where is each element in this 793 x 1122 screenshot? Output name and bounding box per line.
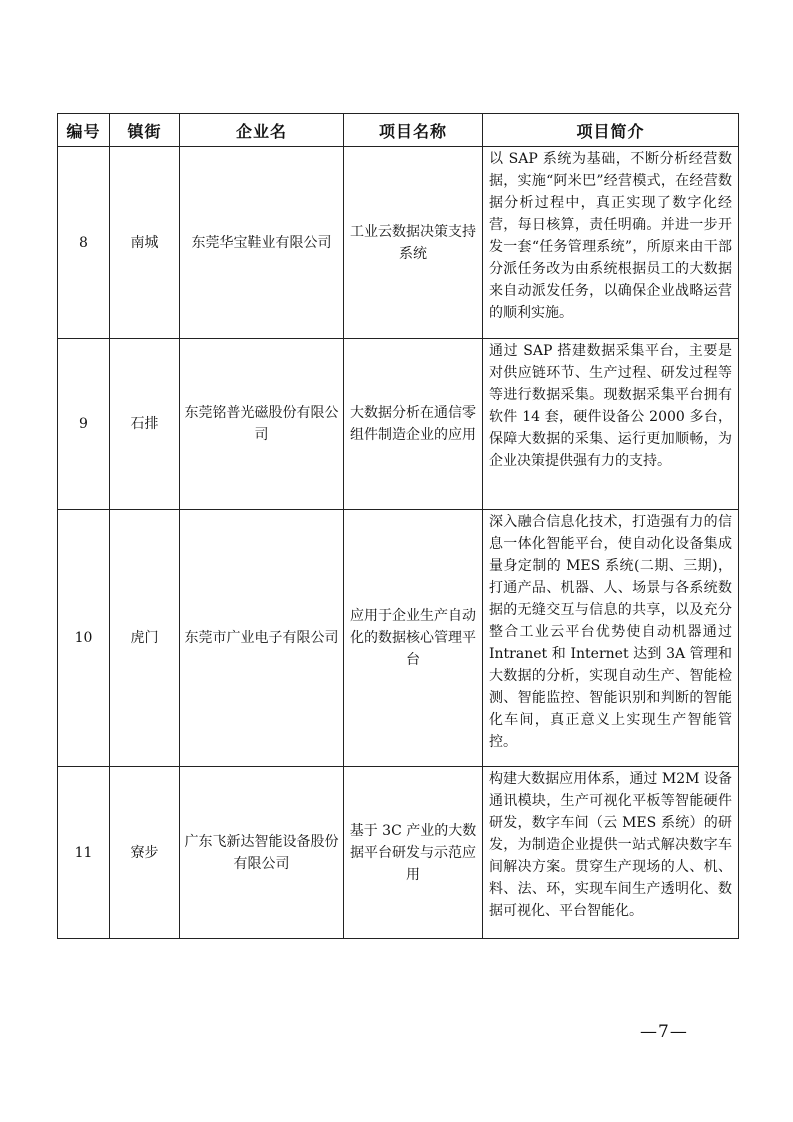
table-row <box>58 339 739 510</box>
table-row <box>58 767 739 939</box>
row-company: 广东飞新达智能设备股份有限公司 <box>180 767 344 939</box>
row-project: 应用于企业生产自动化的数据核心管理平台 <box>344 510 483 767</box>
row-project: 工业云数据决策支持系统 <box>344 147 483 339</box>
header-intro: 项目简介 <box>483 114 739 147</box>
table-row <box>58 510 739 767</box>
header-project: 项目名称 <box>344 114 483 147</box>
row-intro: 通过 SAP 搭建数据采集平台，主要是对供应链环节、生产过程、研发过程等等进行数据采集。现数据采集平台拥有软件 14 套，硬件设备公 2000 多台，保障大数据的采集、运行更加顺畅，为企业决策提供强有力的支持。 <box>483 339 739 510</box>
row-town: 寮步 <box>110 767 180 939</box>
row-company: 东莞铭普光磁股份有限公司 <box>180 339 344 510</box>
row-intro: 以 SAP 系统为基础，不断分析经营数据，实施“阿米巴”经营模式，在经营数据分析过程中，真正实现了数字化经营，每日核算，责任明确。并进一步开发一套“任务管理系统”，所原来由干部分派任务改为由系统根据员工的大数据来自动派发任务，以确保企业战略运营的顺利实施。 <box>483 147 739 339</box>
row-town: 石排 <box>110 339 180 510</box>
page-number: —7— <box>640 1022 688 1042</box>
row-town: 南城 <box>110 147 180 339</box>
row-company: 东莞市广业电子有限公司 <box>180 510 344 767</box>
header-town: 镇街 <box>110 114 180 147</box>
header-no: 编号 <box>58 114 110 147</box>
header-company: 企业名 <box>180 114 344 147</box>
row-no: 10 <box>58 510 110 767</box>
table-header-row <box>58 114 739 147</box>
row-no: 9 <box>58 339 110 510</box>
row-project: 大数据分析在通信零组件制造企业的应用 <box>344 339 483 510</box>
row-intro: 深入融合信息化技术，打造强有力的信息一体化智能平台，使自动化设备集成量身定制的 MES 系统(二期、三期)，打通产品、机器、人、场景与各系统数据的无缝交互与信息的共享，以及充分整合工业云平台优势使自动机器通过 Intranet 和 Internet 达到 3A 管理和大数据的分析，实现自动生产、智能检测、智能监控、智能识别和判断的智能化车间，真正意义上实现生产智能管控。 <box>483 510 739 767</box>
table-row <box>58 147 739 339</box>
project-table <box>57 113 739 939</box>
row-project: 基于 3C 产业的大数据平台研发与示范应用 <box>344 767 483 939</box>
row-town: 虎门 <box>110 510 180 767</box>
row-no: 8 <box>58 147 110 339</box>
row-intro: 构建大数据应用体系，通过 M2M 设备通讯模块，生产可视化平板等智能硬件研发，数字车间（云 MES 系统）的研发，为制造企业提供一站式解决数字车间解决方案。贯穿生产现场的人、机、料、法、环，实现车间生产透明化、数据可视化、平台智能化。 <box>483 767 739 939</box>
row-company: 东莞华宝鞋业有限公司 <box>180 147 344 339</box>
row-no: 11 <box>58 767 110 939</box>
